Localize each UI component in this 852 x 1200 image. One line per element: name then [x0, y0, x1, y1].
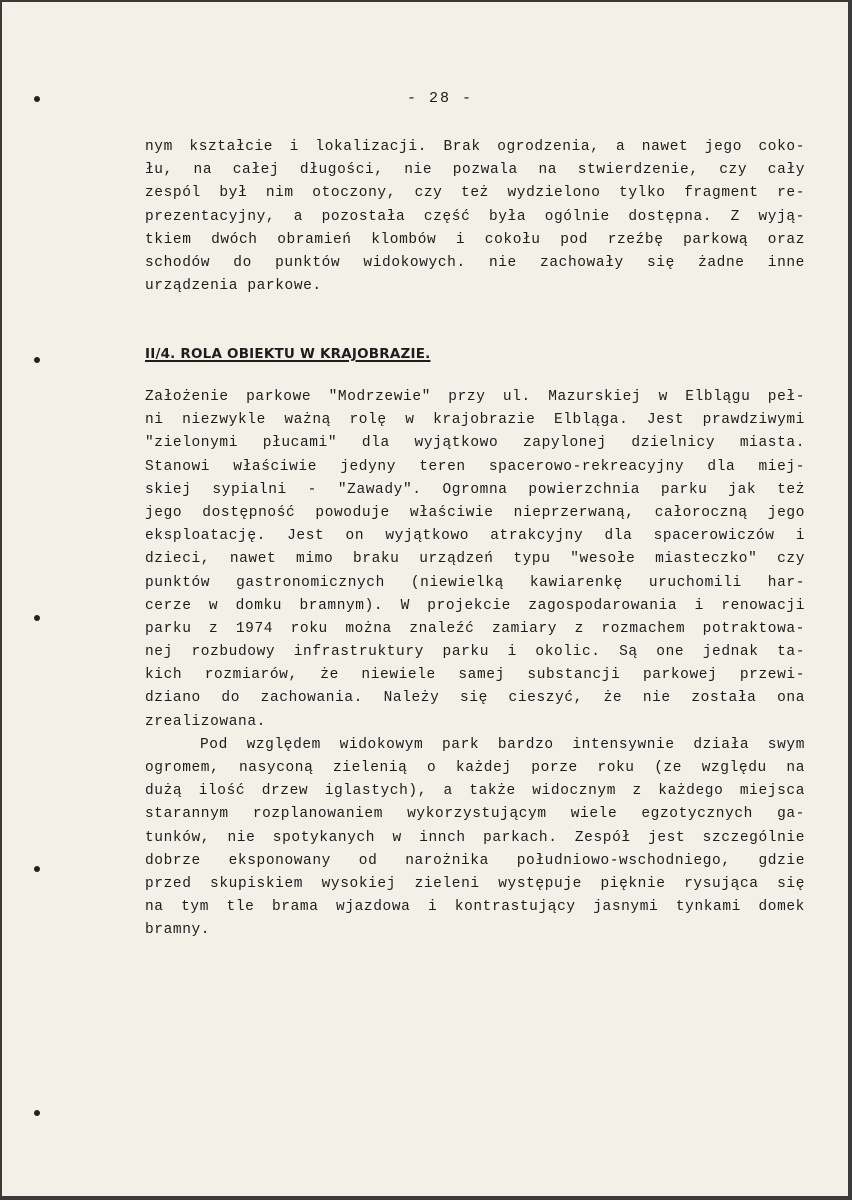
text-line: jego dostępność powoduje właściwie nieprzerwaną, całoroczną jego [145, 504, 805, 521]
text-line: eksploatację. Jest on wyjątkowo atrakcyjny dla spacerowiczów i [145, 528, 805, 545]
text-line: dzieci, nawet mimo braku urządzeń typu "wesołe miasteczko" czy [145, 551, 805, 568]
section-body [145, 386, 805, 943]
text-line: nej rozbudowy infrastruktury parku i okolic. Są one jednak ta- [145, 644, 805, 661]
text-line: łu, na całej długości, nie pozwala na stwierdzenie, czy cały [145, 162, 805, 179]
text-line: dużą ilość drzew iglastych), a także widocznym z każdego miejsca [145, 783, 805, 800]
text-line: przed skupiskiem wysokiej zieleni występuje pięknie rysująca się [145, 875, 805, 892]
document-page [2, 2, 848, 1196]
section-heading: II/4. ROLA OBIEKTU W KRAJOBRAZIE. [145, 346, 431, 362]
text-line: zespól był nim otoczony, czy też wydzielono tylko fragment re- [145, 185, 805, 202]
binder-hole [34, 1110, 40, 1116]
text-line: Pod względem widokowym park bardzo intensywnie działa swym [200, 736, 805, 753]
text-line: zrealizowana. [145, 713, 266, 730]
text-line: na tym tle brama wjazdowa i kontrastujący jasnymi tynkami domek [145, 899, 805, 916]
text-line: parku z 1974 roku można znaleźć zamiary z rozmachem potraktowa- [145, 620, 805, 637]
text-line: dziano do zachowania. Należy się cieszyć, że nie została ona [145, 690, 805, 707]
text-line: nym kształcie i lokalizacji. Brak ogrodzenia, a nawet jego coko- [145, 139, 805, 155]
paragraph-continued [145, 136, 805, 298]
text-line: ogromem, nasyconą zielenią o każdej porze roku (ze względu na [145, 760, 805, 776]
text-line: kich rozmiarów, że niewiele samej substancji parkowej przewi- [145, 667, 805, 684]
text-line: ni niezwykle ważną rolę w krajobrazie Elbląga. Jest prawdziwymi [145, 412, 805, 429]
page-number: - 28 - [406, 90, 473, 107]
text-line: starannym rozplanowaniem wykorzystującym wiele egzotycznych ga- [145, 806, 805, 823]
text-line: bramny. [145, 922, 211, 939]
text-line: skiej sypialni - "Zawady". Ogromna powierzchnia parku jak też [145, 481, 805, 498]
text-line: tkiem dwóch obramień klombów i cokołu pod rzeźbę parkową oraz [145, 231, 805, 248]
text-line: dobrze eksponowany od narożnika południowo-wschodniego, gdzie [145, 852, 805, 869]
text-line: urządzenia parkowe. [145, 278, 322, 295]
text-line: schodów do punktów widokowych. nie zachowały się żadne inne [145, 254, 805, 271]
binder-hole [34, 615, 40, 621]
text-line: Założenie parkowe "Modrzewie" przy ul. Mazurskiej w Elblągu peł- [145, 389, 805, 405]
binder-hole [34, 357, 40, 363]
text-line: punktów gastronomicznych (niewielką kawiarenkę uruchomili har- [145, 574, 805, 591]
text-line: Stanowi właściwie jedyny teren spacerowo-rekreacyjny dla miej- [145, 458, 805, 475]
text-line: tunków, nie spotykanych w innch parkach. Zespół jest szczególnie [145, 829, 805, 846]
text-line: "zielonymi płucami" dla wyjątkowo zapylonej dzielnicy miasta. [145, 435, 805, 452]
text-line: prezentacyjny, a pozostała część była ogólnie dostępna. Z wyją- [145, 208, 805, 225]
text-line: cerze w domku bramnym). W projekcie zagospodarowania i renowacji [145, 597, 805, 614]
binder-hole [34, 866, 40, 872]
